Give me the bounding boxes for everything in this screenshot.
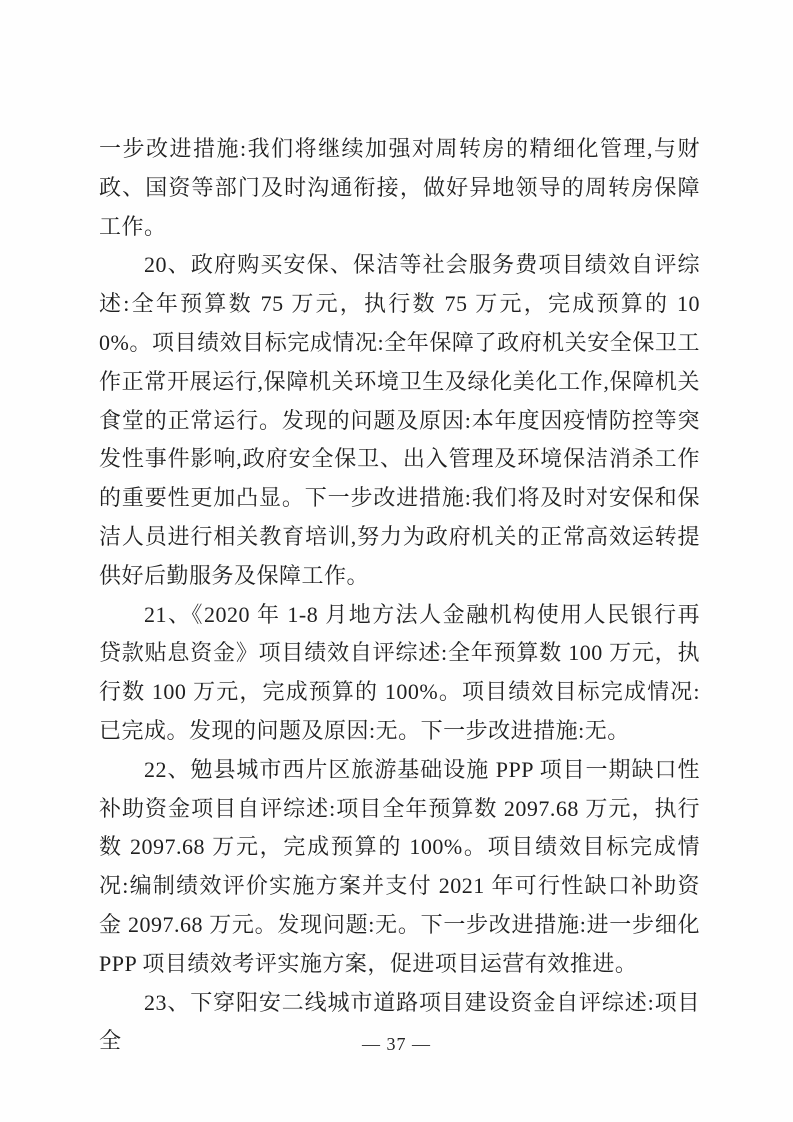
paragraph-item-23-partial: 23、下穿阳安二线城市道路项目建设资金自评综述:项目全 — [99, 989, 700, 1054]
paragraph-continuation: 一步改进措施:我们将继续加强对周转房的精细化管理,与财政、国资等部门及时沟通衔接，做好异地领导的周转房保障工作。 — [99, 136, 700, 239]
paragraph-item-21: 21、《2020 年 1-8 月地方法人金融机构使用人民银行再贷款贴息资金》项目绩效自评综述:全年预算数 100 万元，执行数 100 万元，完成预算的 100%。项目绩效目标完成情况:已完成。发现的问题及原因:无。下一步改进措施:无。 — [99, 601, 700, 743]
paragraph-item-22: 22、勉县城市西片区旅游基础设施 PPP 项目一期缺口性补助资金项目自评综述:项目全年预算数 2097.68 万元，执行数 2097.68 万元，完成预算的 100%。项目绩效目标完成情况:编制绩效评价实施方案并支付 2021 年可行性缺口补助资金 2097.68 万元。发现问题:无。下一步改进措施:进一步细化 PPP 项目绩效考评实施方案，促进项目运营有效推进。 — [99, 756, 700, 976]
page-number: — 37 — — [362, 1034, 431, 1054]
page-footer — [0, 1034, 793, 1055]
paragraph-item-20: 20、政府购买安保、保洁等社会服务费项目绩效自评综述:全年预算数 75 万元，执行数 75 万元，完成预算的 100%。项目绩效目标完成情况:全年保障了政府机关安全保卫工作正常开展运行,保障机关环境卫生及绿化美化工作,保障机关食堂的正常运行。发现的问题及原因:本年度因疫情防控等突发性事件影响,政府安全保卫、出入管理及环境保洁消杀工作的重要性更加凸显。下一步改进措施:我们将及时对安保和保洁人员进行相关教育培训,努力为政府机关的正常高效运转提供好后勤服务及保障工作。 — [99, 252, 700, 588]
document-body — [99, 130, 700, 1061]
